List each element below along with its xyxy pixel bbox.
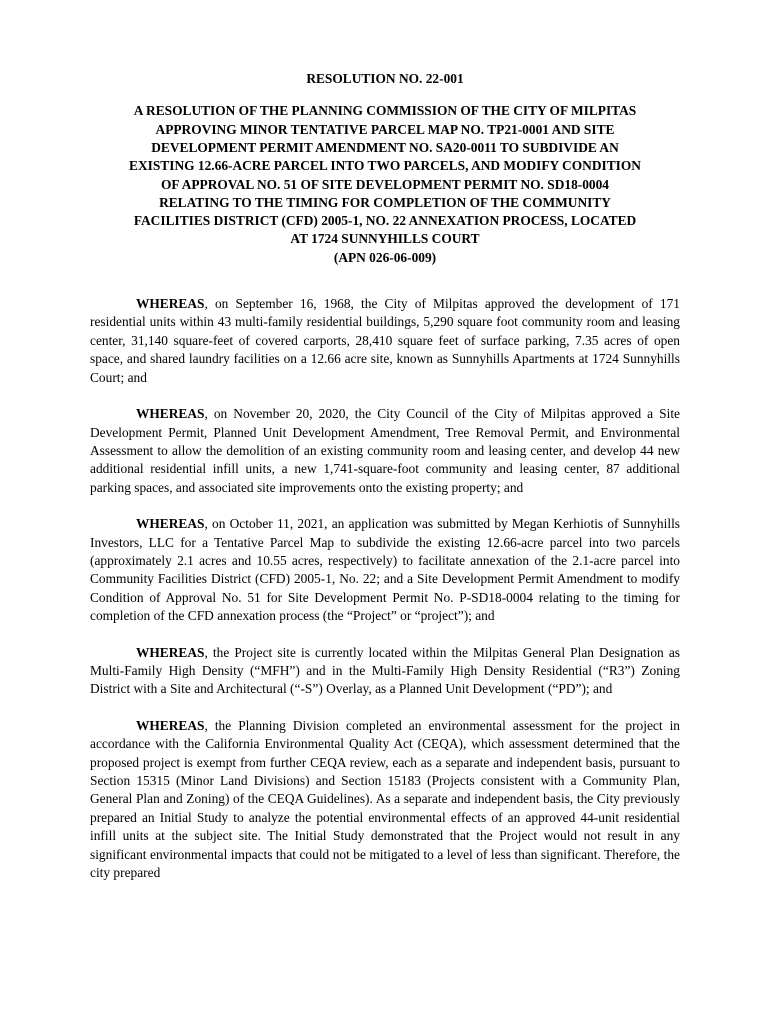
title-line: AT 1724 SUNNYHILLS COURT <box>290 231 480 247</box>
title-line: (APN 026-06-009) <box>333 249 437 265</box>
whereas-lead: WHEREAS <box>136 516 205 532</box>
title-line: RELATING TO THE TIMING FOR COMPLETION OF THE COMMUNITY <box>159 194 611 210</box>
resolution-number: RESOLUTION NO. 22-001 <box>306 71 464 86</box>
title-line: EXISTING 12.66-ACRE PARCEL INTO TWO PARCELS, AND MODIFY CONDITION <box>129 158 641 174</box>
whereas-paragraph <box>90 295 680 387</box>
whereas-paragraph <box>90 644 680 699</box>
whereas-lead: WHEREAS <box>136 406 205 422</box>
whereas-lead: WHEREAS <box>136 717 205 733</box>
title-line: OF APPROVAL NO. 51 OF SITE DEVELOPMENT PERMIT NO. SD18-0004 <box>160 176 609 192</box>
paragraph-text: , on October 11, 2021, an application was submitted by Megan Kerhiotis of Sunnyhills Investors, LLC for a Tentative Parcel Map to subdivide the existing 12.66-acre parcel into two parcels (approximately 2.1 acres and 10.55 acres, respectively) to facilitate annexation of the 2.1-acre parcel into Community Facilities District (CFD) 2005-1, No. 22; and a Site Development Permit Amendment to modify Condition of Approval No. 51 for Site Development Permit No. P-SD18-0004 relating to the timing for completion of the CFD annexation process (the “Project” or “project”); and <box>90 516 680 624</box>
paragraph-text: , the Planning Division completed an environmental assessment for the project in accordance with the California Environmental Quality Act (CEQA), which assessment determined that the proposed project is exempt from further CEQA review, each as a separate and independent basis, pursuant to Section 15315 (Minor Land Divisions) and Section 15183 (Projects consistent with a Community Plan, General Plan and Zoning) of the CEQA Guidelines). As a separate and independent basis, the City previously prepared an Initial Study to analyze the potential environmental effects of an approved 44-unit residential infill units at the subject site. The Initial Study demonstrated that the Project would not result in any significant environmental impacts that could not be mitigated to a level of less than significant. Therefore, the city prepared <box>90 717 680 881</box>
paragraph-text: , on November 20, 2020, the City Council of the City of Milpitas approved a Site Development Permit, Planned Unit Development Amendment, Tree Removal Permit, and Environmental Assessment to allow the demolition of an existing community room and leasing center, and develop 44 new additional residential infill units, a new 1,741-square-foot community and leasing center, 87 additional parking spaces, and associated site improvements onto the existing property; and <box>90 406 680 495</box>
whereas-lead: WHEREAS <box>136 296 205 312</box>
whereas-paragraph <box>90 717 680 883</box>
paragraph-text: , the Project site is currently located within the Milpitas General Plan Designation as Multi-Family High Density (“MFH”) and in the Multi-Family High Density Residential (“R3”) Zoning District with a Site and Architectural (“-S”) Overlay, as a Planned Unit Development (“PD”); and <box>90 644 680 697</box>
resolution-title <box>90 102 680 267</box>
title-line: A RESOLUTION OF THE PLANNING COMMISSION OF THE CITY OF MILPITAS <box>133 103 637 119</box>
title-line: APPROVING MINOR TENTATIVE PARCEL MAP NO. TP21-0001 AND SITE <box>155 121 615 137</box>
whereas-paragraph <box>90 405 680 497</box>
whereas-paragraph <box>90 515 680 625</box>
title-line: FACILITIES DISTRICT (CFD) 2005-1, NO. 22 ANNEXATION PROCESS, LOCATED <box>133 213 637 229</box>
whereas-lead: WHEREAS <box>136 644 205 660</box>
paragraph-text: , on September 16, 1968, the City of Milpitas approved the development of 171 residential units within 43 multi-family residential buildings, 5,290 square foot community room and leasing center, 31,140 square-feet of covered carports, 28,410 square feet of surface parking, 7.35 acres of open space, and shared laundry facilities on a 12.66 acre site, known as Sunnyhills Apartments at 1724 Sunnyhills Court; and <box>90 296 680 385</box>
title-line: DEVELOPMENT PERMIT AMENDMENT NO. SA20-0011 TO SUBDIVIDE AN <box>151 140 619 155</box>
